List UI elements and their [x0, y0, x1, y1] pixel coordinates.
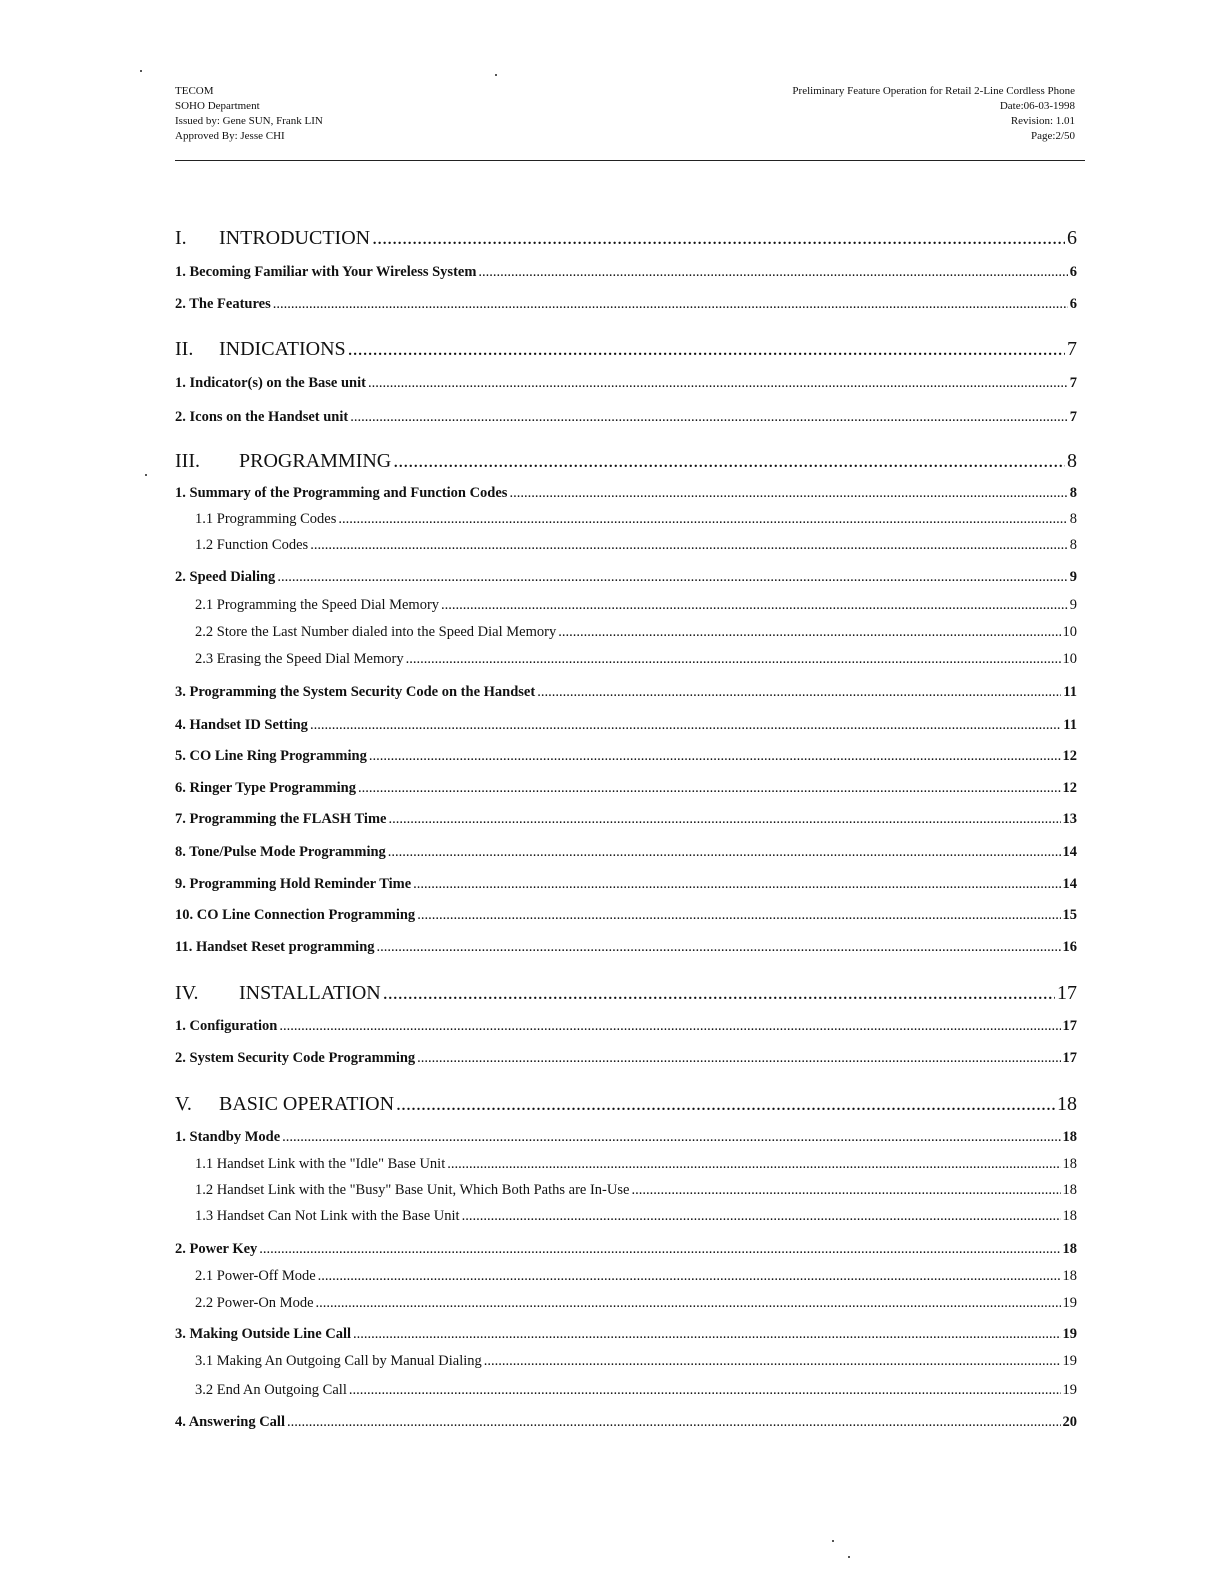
toc-entry-title: 8. Tone/Pulse Mode Programming — [175, 844, 386, 860]
toc-page-number: 18 — [1062, 1182, 1077, 1198]
document-revision: Revision: 1.01 — [1010, 115, 1075, 127]
toc-entry-title: 5. CO Line Ring Programming — [175, 748, 367, 764]
toc-page-number: 10 — [1062, 651, 1077, 667]
toc-subsection[interactable] — [195, 1208, 1077, 1225]
toc-section[interactable] — [175, 1241, 1077, 1258]
toc-leader-dots — [372, 227, 1065, 250]
toc-chapter[interactable] — [175, 450, 1077, 473]
header-left — [175, 84, 323, 144]
toc-page-number: 10 — [1062, 624, 1077, 640]
toc-page-number: 18 — [1062, 1268, 1077, 1284]
toc-leader-dots — [349, 1382, 1061, 1399]
toc-page-number: 11 — [1063, 684, 1077, 700]
scan-speck — [848, 1556, 850, 1558]
toc-entry-title: INSTALLATION — [239, 982, 381, 1004]
toc-entry-title: 2.2 Store the Last Number dialed into the Speed Dial Memory — [195, 624, 557, 640]
toc-section[interactable] — [175, 717, 1077, 734]
toc-section[interactable] — [175, 1129, 1077, 1146]
toc-section[interactable] — [175, 876, 1077, 893]
toc-leader-dots — [393, 450, 1065, 473]
toc-leader-dots — [277, 569, 1067, 586]
toc-leader-dots — [406, 651, 1061, 668]
toc-entry-title: 1.2 Handset Link with the "Busy" Base Unit, Which Both Paths are In-Use — [195, 1182, 630, 1198]
toc-leader-dots — [316, 1295, 1061, 1312]
toc-entry-title: 3. Programming the System Security Code on the Handset — [175, 684, 536, 700]
toc-entry-title: 2. System Security Code Programming — [175, 1050, 416, 1066]
toc-page-number: 7 — [1067, 338, 1077, 360]
toc-page-number: 8 — [1069, 511, 1077, 527]
toc-page-number: 18 — [1057, 1093, 1077, 1115]
page-number: Page:2/50 — [1031, 130, 1075, 142]
toc-entry-title: 1. Summary of the Programming and Function Codes — [175, 485, 508, 501]
toc-entry-title: BASIC OPERATION — [219, 1093, 395, 1115]
toc-entry-title: 4. Answering Call — [175, 1414, 285, 1430]
toc-entry-title: 9. Programming Hold Reminder Time — [175, 876, 412, 892]
toc-entry-title: 1.2 Function Codes — [195, 537, 309, 553]
toc-chapter[interactable] — [175, 338, 1077, 361]
toc-section[interactable] — [175, 780, 1077, 797]
toc-entry-title: INDICATIONS — [219, 338, 346, 360]
toc-page-number: 6 — [1069, 264, 1077, 280]
toc-leader-dots — [509, 485, 1067, 502]
toc-page-number: 6 — [1067, 227, 1077, 249]
toc-leader-dots — [287, 1414, 1061, 1431]
toc-subsection[interactable] — [195, 624, 1077, 641]
toc-page-number: 15 — [1062, 907, 1077, 923]
toc-section[interactable] — [175, 264, 1077, 281]
document-date: Date:06-03-1998 — [999, 100, 1075, 112]
toc-page-number: 16 — [1062, 939, 1077, 955]
scan-speck — [140, 70, 142, 72]
toc-page-number: 8 — [1067, 450, 1077, 472]
issued-by: Issued by: Gene SUN, Frank LIN — [175, 115, 323, 127]
toc-page-number: 12 — [1062, 780, 1077, 796]
toc-subsection[interactable] — [195, 1156, 1077, 1173]
toc-page-number: 18 — [1062, 1241, 1077, 1257]
toc-section[interactable] — [175, 844, 1077, 861]
toc-leader-dots — [368, 375, 1068, 392]
toc-chapter-number: III. — [175, 450, 200, 472]
toc-leader-dots — [396, 1093, 1055, 1116]
toc-leader-dots — [279, 1018, 1060, 1035]
toc-entry-title: 1. Becoming Familiar with Your Wireless System — [175, 264, 477, 280]
toc-leader-dots — [338, 511, 1067, 528]
toc-entry-title: 10. CO Line Connection Programming — [175, 907, 416, 923]
toc-subsection[interactable] — [195, 1182, 1077, 1199]
toc-page-number: 11 — [1063, 717, 1077, 733]
scan-speck — [495, 74, 497, 76]
toc-section[interactable] — [175, 1018, 1077, 1035]
toc-entry-title: 7. Programming the FLASH Time — [175, 811, 387, 827]
document-title: Preliminary Feature Operation for Retail 2-Line Cordless Phone — [792, 85, 1075, 97]
toc-leader-dots — [441, 597, 1068, 614]
toc-entry-title: 2. Power Key — [175, 1241, 258, 1257]
company-name: TECOM — [175, 85, 214, 97]
toc-leader-dots — [388, 811, 1060, 828]
toc-chapter[interactable] — [175, 1093, 1077, 1116]
toc-subsection[interactable] — [195, 1295, 1077, 1312]
toc-leader-dots — [358, 780, 1061, 797]
toc-leader-dots — [558, 624, 1060, 641]
toc-page-number: 18 — [1062, 1156, 1077, 1172]
toc-section[interactable] — [175, 939, 1077, 956]
toc-leader-dots — [369, 748, 1061, 765]
department: SOHO Department — [175, 100, 260, 112]
toc-entry-title: 3.2 End An Outgoing Call — [195, 1382, 347, 1398]
toc-page-number: 17 — [1062, 1050, 1077, 1066]
toc-leader-dots — [377, 939, 1061, 956]
toc-entry-title: 2.2 Power-On Mode — [195, 1295, 314, 1311]
toc-chapter-number: II. — [175, 338, 194, 360]
toc-page-number: 19 — [1062, 1295, 1077, 1311]
toc-leader-dots — [282, 1129, 1060, 1146]
toc-section[interactable] — [175, 748, 1077, 765]
toc-page-number: 20 — [1062, 1414, 1077, 1430]
toc-section[interactable] — [175, 485, 1077, 502]
toc-page-number: 7 — [1069, 409, 1077, 425]
toc-entry-title: 6. Ringer Type Programming — [175, 780, 356, 796]
toc-leader-dots — [447, 1156, 1060, 1173]
toc-page-number: 19 — [1062, 1326, 1077, 1342]
toc-section[interactable] — [175, 569, 1077, 586]
toc-page-number: 12 — [1062, 748, 1077, 764]
scan-speck — [145, 474, 147, 476]
toc-entry-title: PROGRAMMING — [239, 450, 392, 472]
toc-page-number: 8 — [1069, 537, 1077, 553]
toc-subsection[interactable] — [195, 1268, 1077, 1285]
toc-chapter-number: IV. — [175, 982, 199, 1004]
toc-entry-title: 1. Configuration — [175, 1018, 278, 1034]
toc-page-number: 13 — [1062, 811, 1077, 827]
toc-leader-dots — [417, 1050, 1060, 1067]
toc-chapter-number: I. — [175, 227, 187, 249]
toc-chapter[interactable] — [175, 227, 1077, 250]
toc-entry-title: 1.3 Handset Can Not Link with the Base Unit — [195, 1208, 460, 1224]
toc-section[interactable] — [175, 907, 1077, 924]
toc-leader-dots — [537, 684, 1061, 701]
toc-leader-dots — [273, 296, 1068, 313]
toc-leader-dots — [417, 907, 1060, 924]
toc-leader-dots — [462, 1208, 1061, 1225]
toc-page-number: 6 — [1069, 296, 1077, 312]
toc-section[interactable] — [175, 375, 1077, 392]
toc-entry-title: 1. Indicator(s) on the Base unit — [175, 375, 366, 391]
toc-entry-title: 1. Standby Mode — [175, 1129, 281, 1145]
toc-subsection[interactable] — [195, 1382, 1077, 1399]
toc-entry-title: 1.1 Handset Link with the "Idle" Base Unit — [195, 1156, 446, 1172]
toc-leader-dots — [383, 982, 1055, 1005]
toc-entry-title: 2.1 Power-Off Mode — [195, 1268, 316, 1284]
toc-entry-title: INTRODUCTION — [219, 227, 371, 249]
toc-section[interactable] — [175, 409, 1077, 426]
scan-speck — [832, 1540, 834, 1542]
toc-entry-title: 2. The Features — [175, 296, 271, 312]
toc-leader-dots — [318, 1268, 1061, 1285]
toc-section[interactable] — [175, 811, 1077, 828]
toc-leader-dots — [413, 876, 1060, 893]
toc-page-number: 18 — [1062, 1208, 1077, 1224]
toc-section[interactable] — [175, 1414, 1077, 1431]
toc-section[interactable] — [175, 1050, 1077, 1067]
toc-entry-title: 2. Speed Dialing — [175, 569, 276, 585]
toc-subsection[interactable] — [195, 651, 1077, 668]
toc-chapter-number: V. — [175, 1093, 192, 1115]
toc-page-number: 7 — [1069, 375, 1077, 391]
toc-leader-dots — [353, 1326, 1060, 1343]
toc-leader-dots — [484, 1353, 1061, 1370]
toc-leader-dots — [348, 338, 1065, 361]
toc-subsection[interactable] — [195, 1353, 1077, 1370]
toc-section[interactable] — [175, 684, 1077, 701]
toc-subsection[interactable] — [195, 597, 1077, 614]
toc-entry-title: 2.3 Erasing the Speed Dial Memory — [195, 651, 404, 667]
header-divider — [175, 160, 1085, 161]
toc-subsection[interactable] — [195, 511, 1077, 528]
toc-page-number: 17 — [1062, 1018, 1077, 1034]
toc-page-number: 14 — [1062, 844, 1077, 860]
toc-page-number: 14 — [1062, 876, 1077, 892]
toc-leader-dots — [478, 264, 1067, 281]
toc-page-number: 18 — [1062, 1129, 1077, 1145]
toc-page-number: 19 — [1062, 1353, 1077, 1369]
toc-page-number: 8 — [1069, 485, 1077, 501]
toc-leader-dots — [631, 1182, 1060, 1199]
toc-page-number: 9 — [1069, 569, 1077, 585]
toc-page-number: 17 — [1057, 982, 1077, 1004]
toc-entry-title: 3.1 Making An Outgoing Call by Manual Dialing — [195, 1353, 482, 1369]
toc-entry-title: 11. Handset Reset programming — [175, 939, 375, 955]
toc-entry-title: 2.1 Programming the Speed Dial Memory — [195, 597, 440, 613]
toc-leader-dots — [350, 409, 1068, 426]
header-right — [792, 84, 1075, 144]
toc-page-number: 19 — [1062, 1382, 1077, 1398]
toc-leader-dots — [388, 844, 1061, 861]
toc-section[interactable] — [175, 296, 1077, 313]
toc-subsection[interactable] — [195, 537, 1077, 554]
toc-leader-dots — [310, 537, 1068, 554]
toc-entry-title: 1.1 Programming Codes — [195, 511, 337, 527]
toc-entry-title: 3. Making Outside Line Call — [175, 1326, 352, 1342]
toc-entry-title: 4. Handset ID Setting — [175, 717, 308, 733]
approved-by: Approved By: Jesse CHI — [175, 130, 285, 142]
toc-page-number: 9 — [1069, 597, 1077, 613]
toc-section[interactable] — [175, 1326, 1077, 1343]
toc-entry-title: 2. Icons on the Handset unit — [175, 409, 349, 425]
toc-leader-dots — [259, 1241, 1060, 1258]
toc-chapter[interactable] — [175, 982, 1077, 1005]
toc-leader-dots — [310, 717, 1061, 734]
